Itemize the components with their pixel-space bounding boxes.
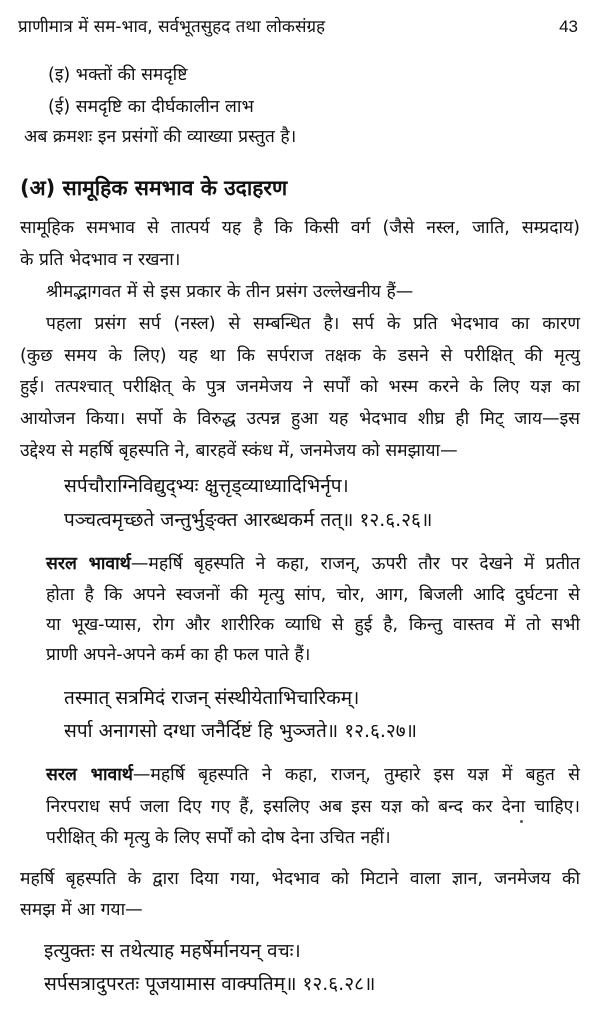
verse-line: सर्पा अनागसो दग्धा जनैर्दिष्टं हि भुञ्जते॥ १२.६.२७॥	[64, 720, 418, 742]
list-item: (इ) भक्तों की समदृष्टि	[48, 65, 188, 85]
paragraph-line: उद्देश्य से महर्षि बृहस्पति ने, बारहवें स्कंध में, जनमेजय को समझाया—	[20, 441, 458, 461]
paragraph-line: सामूहिक समभाव से तात्पर्य यह है कि किसी वर्ग (जैसे नस्ल, जाति, सम्प्रदाय)	[20, 218, 580, 238]
paragraph-line: श्रीमद्भागवत में से इस प्रकार के तीन प्रसंग उल्लेखनीय हैं—	[46, 282, 414, 302]
verse-line: पञ्चत्वमृच्छते जन्तुर्भुङ्क्त आरब्धकर्म तत्॥ १२.६.२६॥	[64, 509, 433, 531]
verse-line: सर्पचौराग्निविद्युद्भ्यः क्षुत्तृड्व्याध्यादिभिर्नृप।	[64, 475, 349, 497]
page-header	[18, 14, 578, 44]
paragraph-line: महर्षि बृहस्पति के द्वारा दिया गया, भेदभाव को मिटाने वाला ज्ञान, जनमेजय की	[20, 869, 580, 889]
verse-line: सर्पसत्रादुपरतः पूजयामास वाक्पतिम्॥ १२.६.२८॥	[44, 973, 376, 995]
intro-line: अब क्रमशः इन प्रसंगों की व्याख्या प्रस्तुत है।	[24, 127, 297, 147]
paragraph-line: आयोजन किया। सर्पो के विरुद्ध उत्पन्न हुआ यह भेदभाव शीघ्र ही मिट् जाय—इस	[20, 409, 580, 429]
section-heading: (अ) सामूहिक समभाव के उदाहरण	[20, 176, 288, 200]
paragraph-line: हुई। तत्पश्चात् परीक्षित् के पुत्र जनमेजय ने सर्पों को भस्म करने के लिए यज्ञ का	[20, 377, 580, 397]
meaning-line	[46, 758, 580, 792]
paragraph-line: के प्रति भेदभाव न रखना।	[20, 250, 181, 270]
meaning-text: —महर्षि बृहस्पति ने कहा, राजन्, ऊपरी तौर पर देखने में प्रतीत	[130, 554, 580, 574]
meaning-line	[46, 547, 580, 581]
paragraph-line: पहला प्रसंग सर्प (नस्ल) से सम्बन्धित है। सर्प के प्रति भेदभाव का कारण	[46, 314, 580, 334]
paragraph-line: समझ में आ गया—	[20, 900, 143, 920]
meaning-line: या भूख-प्यास, रोग और शारीरिक व्याधि से हुई है, किन्तु वास्तव में तो सभी	[46, 615, 580, 635]
meaning-line: निरपराध सर्प जला दिए गए हैं, इसलिए अब इस यज्ञ को बन्द कर देना चाहिए।	[46, 797, 580, 817]
running-title: प्राणीमात्र में सम-भाव, सर्वभूतसुहद तथा लोकसंग्रह	[18, 17, 326, 37]
meaning-label: सरल भावार्थ	[46, 554, 131, 574]
list-item: (ई) समदृष्टि का दीर्घकालीन लाभ	[48, 97, 254, 117]
meaning-text: —महर्षि बृहस्पति ने कहा, राजन्, तुम्हारे इस यज्ञ में बहुत से	[132, 765, 580, 785]
print-speck	[520, 820, 523, 823]
verse-line: तस्मात् सत्रमिदं राजन् संस्थीयेताभिचारिकम्।	[64, 687, 360, 709]
verse-line: इत्युक्तः स तथेत्याह महर्षेर्मानयन् वचः।	[44, 940, 301, 962]
page-number: 43	[559, 17, 578, 36]
meaning-line: परीक्षित् की मृत्यु के लिए सर्पों को दोष देना उचित नहीं।	[46, 828, 391, 848]
meaning-label: सरल भावार्थ	[46, 765, 133, 785]
paragraph-line: (कुछ समय के लिए) यह था कि सर्पराज तक्षक के डसने से परीक्षित् की मृत्यु	[20, 346, 580, 366]
meaning-line: प्राणी अपने-अपने कर्म का ही फल पाते हैं।	[46, 645, 311, 665]
meaning-line: होता है कि अपने स्वजनों की मृत्यु सांप, चोर, आग, बिजली आदि दुर्घटना से	[46, 585, 580, 605]
